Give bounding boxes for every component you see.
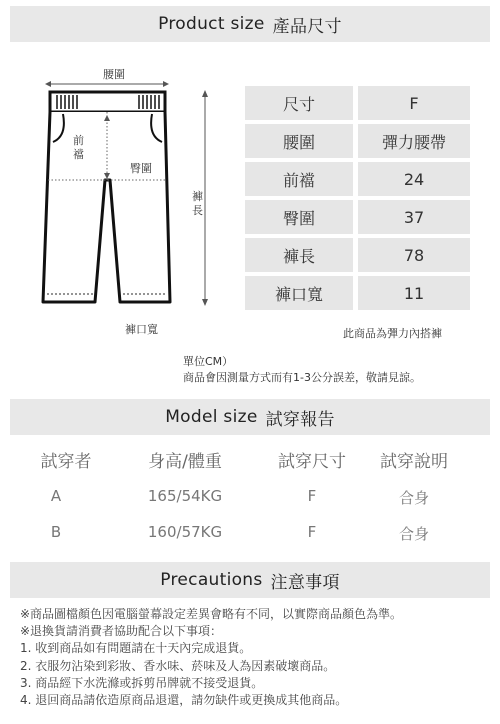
size-row [245, 162, 470, 196]
pants-diagram [35, 62, 220, 352]
model-table-header [0, 447, 500, 487]
size-row [245, 200, 470, 234]
elastic-note: 此商品為彈力內搭褲 [343, 327, 442, 340]
unit-note-line: 商品會因測量方式而有1-3公分誤差，敬請見諒。 [183, 371, 421, 384]
hem-label: 褲口寬 [125, 323, 158, 336]
size-value: 37 [358, 200, 470, 234]
product-size-header [10, 6, 490, 42]
precaution-item: 1. 收到商品如有問題請在十天內完成退貨。 [20, 641, 252, 656]
size-row [245, 276, 470, 310]
product-size-title-en: Product size [158, 14, 265, 34]
precaution-item: 4. 退回商品請依造原商品退還，請勿缺件或更換成其他商品。 [20, 693, 348, 708]
model-cell: 160/57KG [147, 523, 223, 541]
size-value: 彈力腰帶 [358, 124, 470, 158]
hip-label: 臀圍 [130, 162, 152, 175]
model-table-row [0, 487, 500, 523]
precautions-header [10, 562, 490, 598]
front-rise-char-2: 襠 [73, 148, 84, 161]
size-key: 臀圍 [245, 200, 353, 234]
length-label [192, 189, 203, 217]
product-size-title-zh: 產品尺寸 [272, 16, 342, 37]
model-cell: 合身 [398, 489, 430, 507]
model-header-cell: 試穿說明 [380, 452, 448, 472]
size-value: 78 [358, 238, 470, 272]
precaution-item: ※退換貨請消費者協助配合以下事項： [20, 624, 223, 639]
unit-note-line: 單位CM） [183, 355, 234, 368]
precaution-item: 3. 商品經下水洗滌或拆剪吊牌就不接受退貨。 [20, 675, 264, 690]
size-value: F [358, 86, 470, 120]
size-key: 腰圍 [245, 124, 353, 158]
model-table-row [0, 523, 500, 559]
size-value: 24 [358, 162, 470, 196]
model-cell: F [307, 487, 317, 505]
model-cell: 合身 [398, 525, 430, 543]
size-key: 褲口寬 [245, 276, 353, 310]
model-size-header [10, 399, 490, 435]
precaution-item: 2. 衣服勿沾染到彩妝、香水味、菸味及人為因素破壞商品。 [20, 658, 336, 673]
model-size-title-zh: 試穿報告 [265, 409, 335, 430]
model-cell: F [307, 523, 317, 541]
model-header-cell: 試穿者 [40, 452, 92, 472]
size-row [245, 124, 470, 158]
model-cell: 165/54KG [147, 487, 223, 505]
precautions-list [20, 606, 402, 709]
waist-label: 腰圍 [103, 68, 125, 81]
precautions-title-zh: 注意事項 [270, 572, 340, 593]
length-char-2: 長 [192, 204, 203, 217]
precaution-item: ※商品圖檔顏色因電腦螢幕設定差異會略有不同，以實際商品顏色為準。 [20, 607, 403, 621]
front-rise-char-1: 前 [73, 134, 84, 147]
size-row [245, 86, 470, 120]
size-row [245, 238, 470, 272]
model-size-title-en: Model size [165, 407, 258, 427]
size-key: 前襠 [245, 162, 353, 196]
precautions-title-en: Precautions [160, 570, 263, 590]
model-header-cell: 身高/體重 [148, 452, 222, 472]
size-table [245, 86, 470, 314]
size-key: 褲長 [245, 238, 353, 272]
model-cell: B [50, 523, 62, 541]
model-header-cell: 試穿尺寸 [278, 452, 346, 472]
size-value: 11 [358, 276, 470, 310]
model-cell: A [50, 487, 62, 505]
model-table [0, 447, 500, 559]
length-char-1: 褲 [192, 190, 203, 203]
size-key: 尺寸 [245, 86, 353, 120]
unit-note [183, 354, 421, 386]
